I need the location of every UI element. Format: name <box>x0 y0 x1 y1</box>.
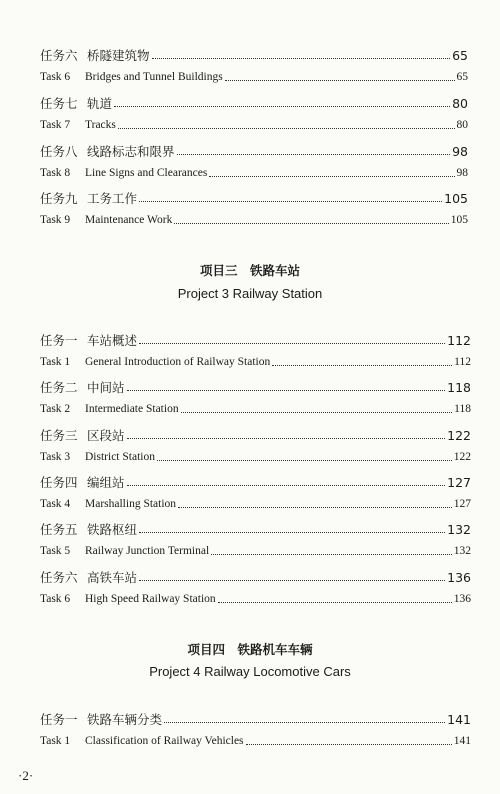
leader-dots <box>127 437 446 439</box>
task-title: 高铁车站 <box>87 570 138 585</box>
task-title: 工务工作 <box>87 191 138 206</box>
task-number: Task 5 <box>40 545 71 557</box>
leader-dots <box>174 222 448 224</box>
page-ref: 122 <box>447 428 471 443</box>
page-ref: 118 <box>454 403 471 415</box>
task-title: Maintenance Work <box>85 214 173 226</box>
toc-entry[interactable] <box>40 71 468 83</box>
leader-dots <box>272 364 452 366</box>
page-ref: 136 <box>447 570 471 585</box>
page-ref: 118 <box>447 380 471 395</box>
task-number: 任务一 <box>40 333 78 348</box>
leader-dots <box>211 553 452 555</box>
project-title-en: Project 4 Railway Locomotive Cars <box>149 664 351 679</box>
page-ref: 112 <box>447 333 471 348</box>
project-title-zh: 项目四 铁路机车车辆 <box>187 642 313 657</box>
toc-entry[interactable] <box>40 735 471 747</box>
task-number: 任务五 <box>40 522 78 537</box>
task-number: Task 1 <box>40 356 71 368</box>
task-number: Task 6 <box>40 71 71 83</box>
task-number: Task 9 <box>40 214 71 226</box>
task-number: Task 3 <box>40 451 71 463</box>
toc-entry[interactable] <box>40 119 468 131</box>
page-ref: 80 <box>452 96 468 111</box>
toc-entry[interactable] <box>40 378 471 396</box>
project-title-zh: 项目三 铁路车站 <box>199 263 300 278</box>
leader-dots <box>246 743 452 745</box>
task-title: 铁路枢纽 <box>87 522 138 537</box>
task-title: 桥隧建筑物 <box>87 48 150 63</box>
page-ref: 127 <box>453 498 471 510</box>
task-title: 编组站 <box>87 475 125 490</box>
page-ref: 141 <box>453 735 471 747</box>
leader-dots <box>225 79 455 81</box>
page-number: ·2· <box>18 768 34 783</box>
project-title-en: Project 3 Railway Station <box>177 286 323 301</box>
task-number: 任务一 <box>40 712 78 727</box>
toc-entry[interactable] <box>40 710 471 728</box>
leader-dots <box>139 200 442 202</box>
task-number: 任务六 <box>40 570 78 585</box>
leader-dots <box>177 153 451 155</box>
task-number: Task 4 <box>40 498 71 510</box>
task-number: 任务六 <box>40 48 78 63</box>
task-title: 中间站 <box>87 380 125 395</box>
page-ref: 105 <box>444 191 468 206</box>
task-title: Bridges and Tunnel Buildings <box>85 71 223 83</box>
page-ref: 105 <box>450 214 468 226</box>
task-title: High Speed Railway Station <box>85 593 216 605</box>
leader-dots <box>181 411 453 413</box>
task-title: District Station <box>85 451 155 463</box>
page-ref: 122 <box>453 451 471 463</box>
toc-entry[interactable] <box>40 568 471 586</box>
toc-entry[interactable] <box>40 426 471 444</box>
toc-entry[interactable] <box>40 214 468 226</box>
page-ref: 65 <box>452 48 468 63</box>
task-number: 任务八 <box>40 144 78 159</box>
toc-entry[interactable] <box>40 356 471 368</box>
page-ref: 132 <box>447 522 471 537</box>
leader-dots <box>178 506 452 508</box>
toc-entry[interactable] <box>40 142 468 160</box>
task-number: Task 6 <box>40 593 71 605</box>
page-ref: 136 <box>453 593 471 605</box>
page-ref: 141 <box>447 712 471 727</box>
task-title: 线路标志和限界 <box>87 144 175 159</box>
toc-entry[interactable] <box>40 189 468 207</box>
task-number: 任务九 <box>40 191 78 206</box>
task-number: Task 2 <box>40 403 71 415</box>
task-title: 铁路车辆分类 <box>87 712 163 727</box>
leader-dots <box>139 342 445 344</box>
toc-entry[interactable] <box>40 520 471 538</box>
task-title: Tracks <box>85 119 116 131</box>
task-title: 轨道 <box>87 96 113 111</box>
page-ref: 127 <box>447 475 471 490</box>
page-ref: 98 <box>452 144 468 159</box>
task-title: 车站概述 <box>87 333 138 348</box>
leader-dots <box>118 127 455 129</box>
task-title: Line Signs and Clearances <box>85 167 208 179</box>
page-ref: 132 <box>453 545 471 557</box>
toc-entry[interactable] <box>40 473 471 491</box>
toc-entry[interactable] <box>40 451 471 463</box>
page-ref: 65 <box>456 71 468 83</box>
task-number: 任务四 <box>40 475 78 490</box>
task-title: General Introduction of Railway Station <box>85 356 271 368</box>
task-number: 任务二 <box>40 380 78 395</box>
task-title: Railway Junction Terminal <box>85 545 210 557</box>
leader-dots <box>157 459 452 461</box>
task-number: Task 8 <box>40 167 71 179</box>
task-title: Marshalling Station <box>85 498 177 510</box>
task-number: 任务七 <box>40 96 78 111</box>
task-number: Task 7 <box>40 119 71 131</box>
toc-entry[interactable] <box>40 403 471 415</box>
leader-dots <box>218 601 452 603</box>
toc-entry[interactable] <box>40 94 468 112</box>
task-title: 区段站 <box>87 428 125 443</box>
task-number: 任务三 <box>40 428 78 443</box>
leader-dots <box>209 175 454 177</box>
leader-dots <box>139 579 445 581</box>
toc-entry[interactable] <box>40 46 468 64</box>
leader-dots <box>114 105 450 107</box>
toc-entry[interactable] <box>40 331 471 349</box>
leader-dots <box>127 484 446 486</box>
task-title: Intermediate Station <box>85 403 179 415</box>
leader-dots <box>164 721 445 723</box>
page-ref: 80 <box>456 119 468 131</box>
task-number: Task 1 <box>40 735 71 747</box>
leader-dots <box>139 531 445 533</box>
toc-entry[interactable] <box>40 545 471 557</box>
toc-entry[interactable] <box>40 498 471 510</box>
page-ref: 98 <box>456 167 468 179</box>
leader-dots <box>127 389 446 391</box>
task-title: Classification of Railway Vehicles <box>85 735 244 747</box>
toc-entry[interactable] <box>40 167 468 179</box>
toc-entry[interactable] <box>40 593 471 605</box>
page-ref: 112 <box>454 356 471 368</box>
leader-dots <box>152 57 451 59</box>
